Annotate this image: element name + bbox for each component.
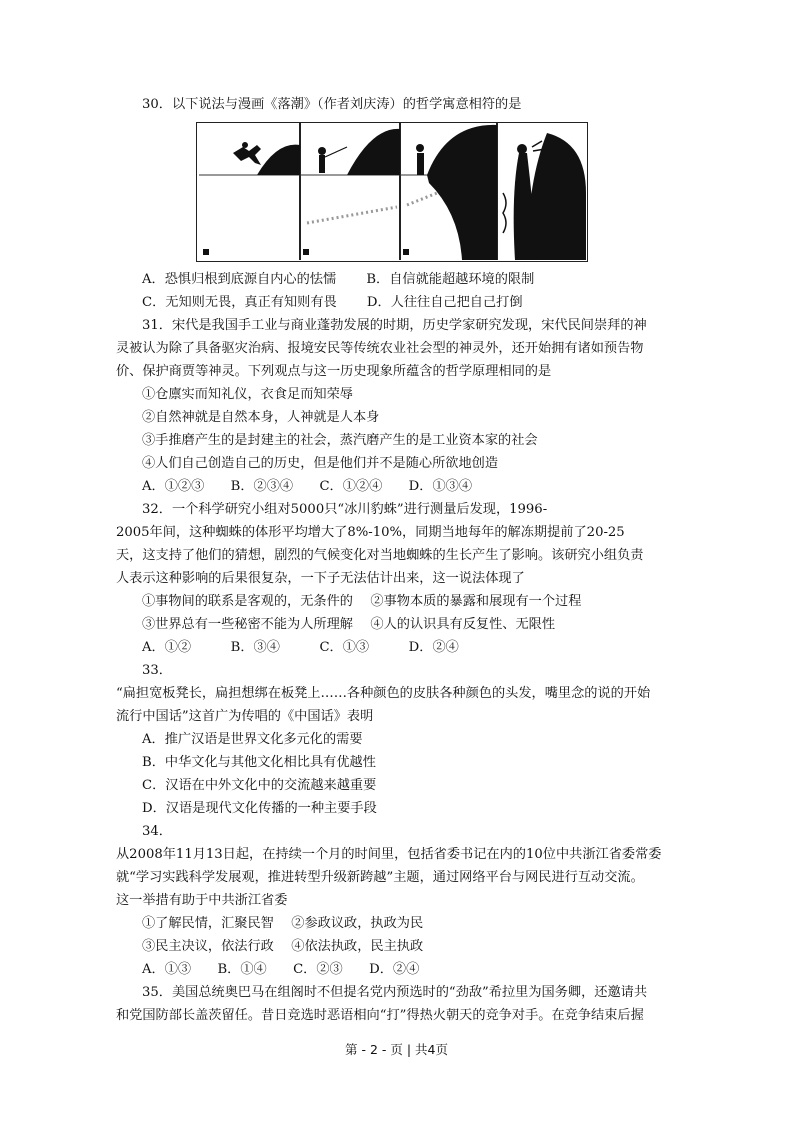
q31-item-3: ③手推磨产生的是封建主的社会，蒸汽磨产生的是工业资本家的社会 (142, 433, 538, 448)
q34-answers: A．①③ B．①④ C．②③ D．②④ (142, 962, 420, 977)
q32-item-4: ④人的认识具有反复性、无限性 (370, 617, 556, 632)
q32-item-1: ①事物间的联系是客观的，无条件的 (142, 594, 353, 609)
q34-stem-line1: 从2008年11月13日起，在持续一个月的时间里，包括省委书记在内的10位中共浙江省委常委 (116, 847, 662, 862)
q30-stem: 30．以下说法与漫画《落潮》（作者刘庆涛）的哲学寓意相符的是 (142, 97, 522, 112)
q31-stem-line3: 价、保护商贾等神灵。下列观点与这一历史现象所蕴含的哲学原理相同的是 (116, 364, 552, 379)
q34-number: 34． (142, 824, 172, 839)
q30-option-a: A．恐惧归根到底源自内心的怯懦 (142, 272, 337, 287)
q34-items-row1 (142, 913, 423, 935)
q33-stem-line1: “扁担宽板凳长，扁担想绑在板凳上……各种颜色的皮肤各种颜色的头发，嘴里念的说的开始 (116, 686, 651, 701)
q34-item-2: ②参政议政，执政为民 (291, 916, 424, 931)
q33-option-a: A．推广汉语是世界文化多元化的需要 (142, 732, 363, 747)
comic-illustration (196, 122, 588, 262)
q32-items-row1 (142, 591, 581, 613)
q33-stem-line2: 流行中国话”这首广为传唱的《中国话》表明 (116, 709, 374, 724)
comic-panels (197, 123, 586, 260)
q31-stem-line1: 31．宋代是我国手工业与商业蓬勃发展的时期，历史学家研究发现，宋代民间崇拜的神 (142, 318, 647, 333)
q34-stem-line3: 这一举措有助于中共浙江省委 (116, 893, 288, 908)
q34-item-1: ①了解民情，汇聚民智 (142, 916, 274, 931)
q34-stem-line2: 就“学习实践科学发展观，推进转型升级新跨越”主题，通过网络平台与网民进行互动交流。 (116, 870, 644, 885)
q33-option-c: C．汉语在中外文化中的交流越来越重要 (142, 778, 377, 793)
q31-item-2: ②自然神就是自然本身，人神就是人本身 (142, 410, 380, 425)
q32-stem-line4: 人表示这种影响的后果很复杂，一下子无法估计出来，这一说法体现了 (116, 571, 525, 586)
q30-option-d: D．人往往自己把自己打倒 (366, 295, 523, 310)
q33-number: 33． (142, 663, 172, 678)
q35-stem-line2: 和党国防部长盖茨留任。昔日竞选时恶语相向“打”得热火朝天的竞争对手。在竞争结束后握 (116, 1008, 644, 1023)
q32-item-3: ③世界总有一些秘密不能为人所理解 (142, 617, 353, 632)
q32-stem-line1: 32．一个科学研究小组对5000只“冰川豹蛛”进行测量后发现，1996- (142, 502, 548, 517)
q33-option-d: D．汉语是现代文化传播的一种主要手段 (142, 801, 377, 816)
q32-stem-line3: 天，这支持了他们的猜想，剧烈的气候变化对当地蜘蛛的生长产生了影响。该研究小组负责 (116, 548, 644, 563)
q35-stem-line1: 35．美国总统奥巴马在组阁时不但提名党内预选时的“劲敌”希拉里为国务卿，还邀请共 (142, 985, 648, 1000)
q33-option-b: B．中华文化与其他文化相比具有优越性 (142, 755, 376, 770)
q31-stem-line2: 灵被认为除了具备驱灾治病、报境安民等传统农业社会型的神灵外，还开始拥有诸如预告物 (116, 341, 644, 356)
q32-items-row2 (142, 614, 555, 636)
q30-option-c: C．无知则无畏，真正有知则有畏 (142, 295, 337, 310)
page-footer: 第 - 2 - 页 | 共4页 (345, 1042, 448, 1057)
q30-options-row2 (142, 292, 523, 314)
q32-item-2: ②事物本质的暴露和展现有一个过程 (370, 594, 582, 609)
q31-item-1: ①仓廪实而知礼仪，衣食足而知荣辱 (142, 387, 353, 402)
q32-answers: A．①② B．③④ C．①③ D．②④ (142, 640, 459, 655)
q30-options-row1 (142, 269, 534, 291)
q31-answers: A．①②③ B．②③④ C．①②④ D．①③④ (142, 479, 473, 494)
q34-item-3: ③民主决议，依法行政 (142, 939, 274, 954)
q30-option-b: B．自信就能超越环境的限制 (366, 272, 535, 287)
q34-items-row2 (142, 936, 423, 958)
q31-item-4: ④人们自己创造自己的历史，但是他们并不是随心所欲地创造 (142, 456, 499, 471)
q34-item-4: ④依法执政，民主执政 (291, 939, 424, 954)
q32-stem-line2: 2005年间，这种蜘蛛的体形平均增大了8%-10%，同期当地每年的解冻期提前了20-25 (116, 525, 625, 540)
